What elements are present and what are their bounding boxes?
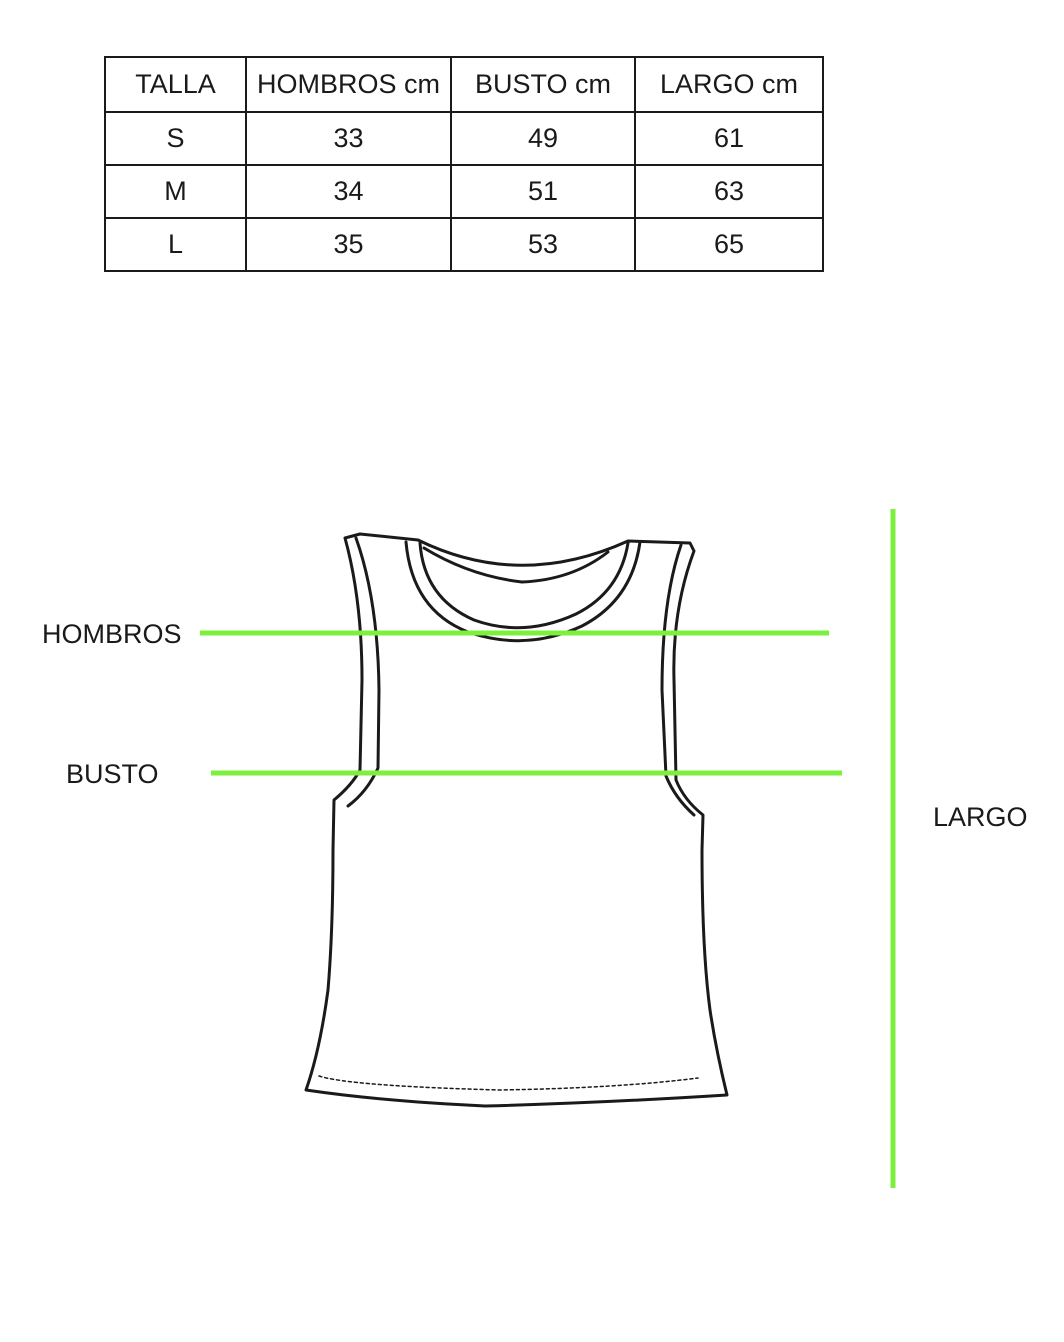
hem-stitch-line bbox=[319, 1076, 698, 1090]
header-talla: TALLA bbox=[105, 57, 246, 112]
cell-talla: M bbox=[105, 165, 246, 218]
cell-hombros: 33 bbox=[246, 112, 451, 165]
tank-top-outline-icon bbox=[306, 534, 727, 1106]
hombros-label: HOMBROS bbox=[42, 619, 182, 649]
cell-busto: 53 bbox=[451, 218, 635, 271]
largo-label: LARGO bbox=[933, 802, 1028, 832]
cell-talla: S bbox=[105, 112, 246, 165]
header-largo: LARGO cm bbox=[635, 57, 823, 112]
cell-largo: 63 bbox=[635, 165, 823, 218]
garment-body-outline bbox=[306, 534, 727, 1106]
neckline-inner bbox=[420, 543, 628, 628]
header-hombros: HOMBROS cm bbox=[246, 57, 451, 112]
cell-busto: 49 bbox=[451, 112, 635, 165]
cell-largo: 65 bbox=[635, 218, 823, 271]
cell-busto: 51 bbox=[451, 165, 635, 218]
cell-largo: 61 bbox=[635, 112, 823, 165]
cell-hombros: 35 bbox=[246, 218, 451, 271]
busto-label: BUSTO bbox=[66, 759, 159, 789]
cell-hombros: 34 bbox=[246, 165, 451, 218]
header-busto: BUSTO cm bbox=[451, 57, 635, 112]
cell-talla: L bbox=[105, 218, 246, 271]
